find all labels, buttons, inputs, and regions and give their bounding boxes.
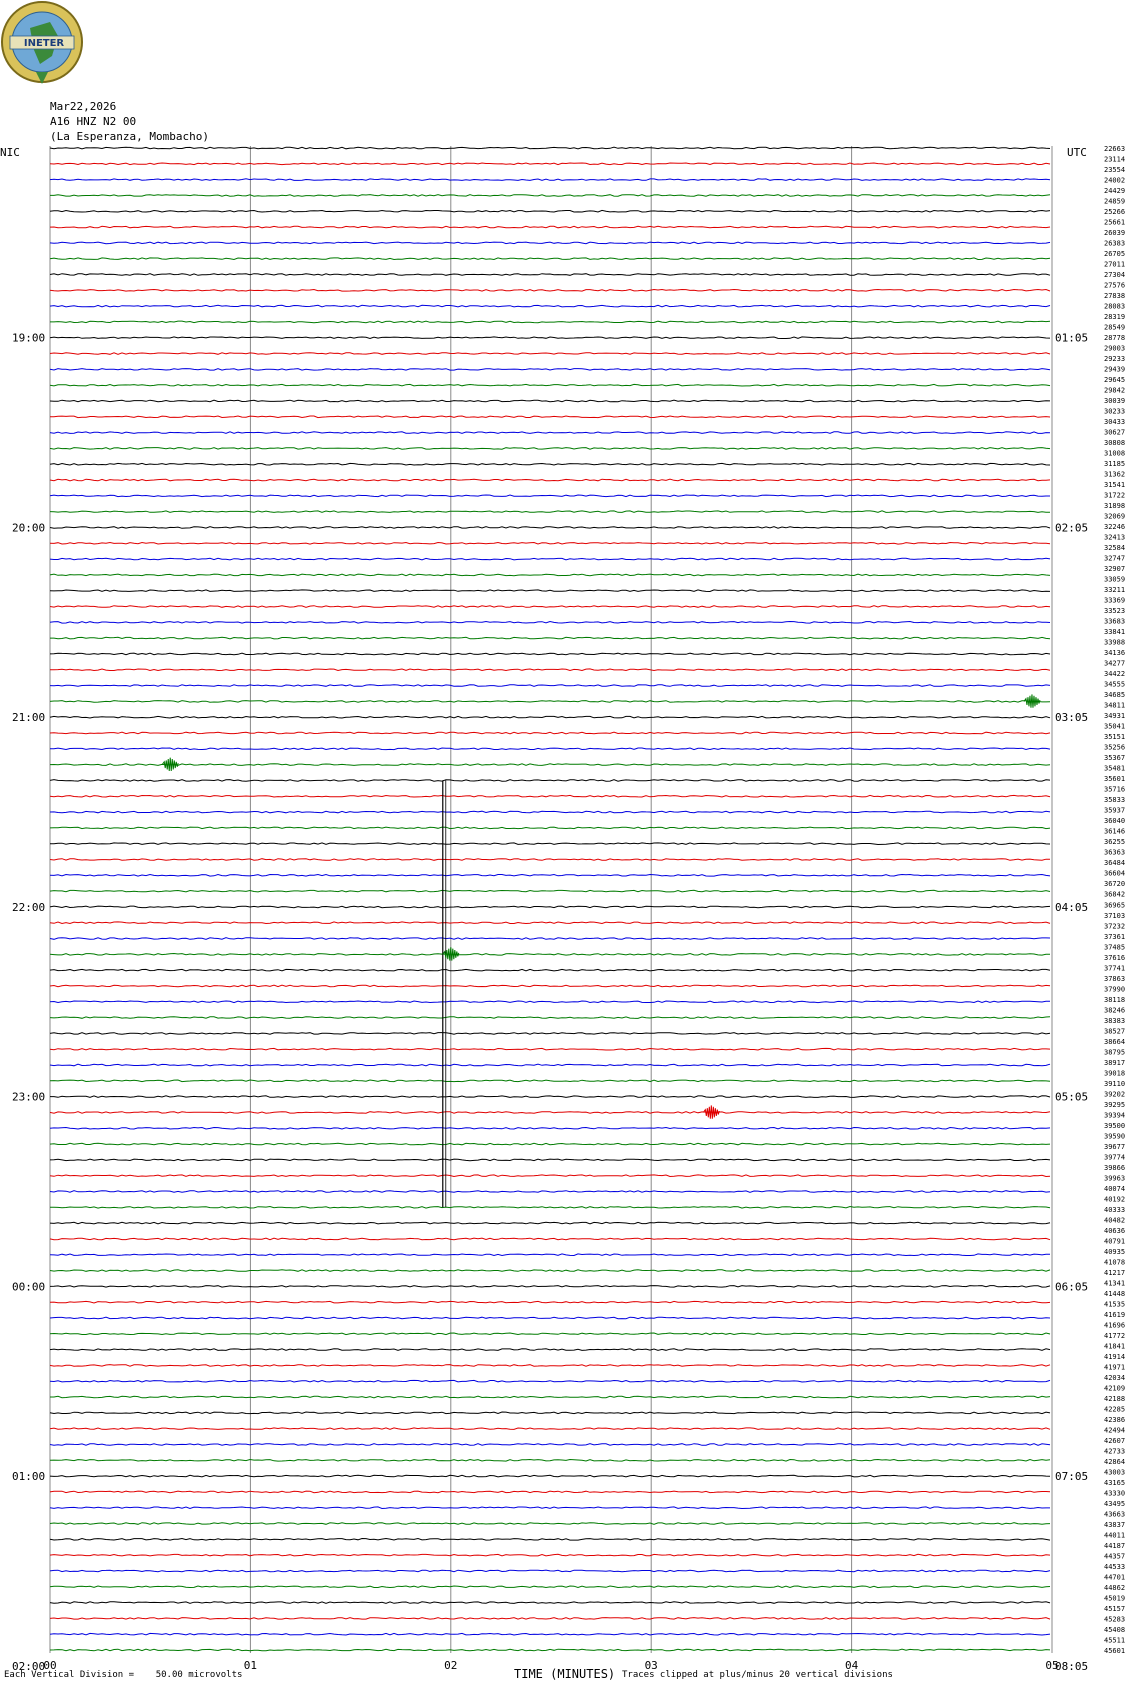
trace-line (50, 653, 1050, 655)
left-hour-label: 01:00 (12, 1470, 46, 1484)
right-count-label: 36965 (1104, 901, 1126, 910)
right-count-label: 26383 (1104, 239, 1126, 248)
trace-line (50, 1491, 1050, 1493)
right-count-label: 43495 (1104, 1499, 1126, 1508)
right-count-label: 32907 (1104, 565, 1126, 574)
right-count-label: 28083 (1104, 302, 1126, 311)
right-axis-title: UTC (1067, 146, 1087, 159)
trace-line (50, 827, 1050, 829)
right-count-label: 27838 (1104, 292, 1126, 301)
left-hour-label: 20:00 (12, 521, 46, 535)
trace-line (50, 622, 1050, 624)
right-count-label: 39590 (1104, 1132, 1126, 1141)
trace-line (50, 1649, 1050, 1651)
right-count-label: 30627 (1104, 428, 1126, 437)
right-count-label: 42285 (1104, 1405, 1126, 1414)
right-count-label: 37103 (1104, 911, 1126, 920)
right-count-label: 36842 (1104, 890, 1126, 899)
right-count-label: 23554 (1104, 166, 1126, 175)
right-count-label: 35041 (1104, 722, 1126, 731)
x-tick-label: 00 (43, 1659, 57, 1672)
right-count-label: 42034 (1104, 1373, 1126, 1382)
trace-line (50, 1554, 1050, 1556)
trace-line (50, 1159, 1050, 1161)
trace-line (50, 606, 1050, 608)
right-count-label: 27304 (1104, 271, 1126, 280)
right-hour-label: 05:05 (1055, 1090, 1089, 1104)
right-count-label: 24429 (1104, 187, 1126, 196)
trace-line (50, 321, 1050, 323)
event-signal (703, 1105, 719, 1118)
minute-grid (50, 146, 1052, 1653)
right-count-label: 40636 (1104, 1226, 1126, 1235)
trace-line (50, 226, 1050, 228)
trace-line (50, 290, 1050, 292)
right-count-label: 26705 (1104, 250, 1126, 259)
right-count-label: 41841 (1104, 1342, 1126, 1351)
trace-line (50, 463, 1050, 465)
right-count-label: 39963 (1104, 1174, 1126, 1183)
trace-line (50, 1207, 1050, 1209)
right-count-label: 43003 (1104, 1468, 1126, 1477)
right-count-label: 40791 (1104, 1237, 1126, 1246)
right-count-label: 42188 (1104, 1394, 1126, 1403)
right-hour-label: 01:05 (1055, 331, 1089, 345)
right-count-label: 44357 (1104, 1552, 1126, 1561)
right-count-label: 33683 (1104, 617, 1126, 626)
right-count-label: 28549 (1104, 323, 1126, 332)
right-count-label: 36484 (1104, 859, 1126, 868)
right-count-label: 22663 (1104, 145, 1126, 153)
right-count-label: 39500 (1104, 1121, 1126, 1130)
trace-line (50, 859, 1050, 861)
trace-line (50, 1539, 1050, 1541)
right-count-label: 32584 (1104, 544, 1126, 553)
right-count-label: 39110 (1104, 1079, 1126, 1088)
right-count-label: 28778 (1104, 334, 1126, 343)
right-count-label: 41535 (1104, 1300, 1126, 1309)
trace-line (50, 195, 1050, 197)
x-axis-title: TIME (MINUTES) (514, 1667, 616, 1681)
right-count-label: 39394 (1104, 1111, 1126, 1120)
left-hour-label: 00:00 (12, 1280, 46, 1294)
trace-line (50, 1001, 1050, 1003)
right-count-label: 38795 (1104, 1048, 1126, 1057)
right-count-label: 39202 (1104, 1090, 1126, 1099)
trace-line (50, 400, 1050, 402)
trace-line (50, 558, 1050, 560)
right-count-label: 41341 (1104, 1279, 1126, 1288)
right-count-label: 24002 (1104, 176, 1126, 185)
trace-line (50, 1523, 1050, 1525)
right-hour-label: 04:05 (1055, 900, 1089, 914)
trace-line (50, 1143, 1050, 1145)
trace-line (50, 811, 1050, 813)
right-count-label: 42607 (1104, 1436, 1126, 1445)
right-count-label: 37232 (1104, 922, 1126, 931)
trace-line (50, 416, 1050, 418)
right-count-label: 33988 (1104, 638, 1126, 647)
x-tick-label: 03 (644, 1659, 658, 1672)
right-count-label: 34931 (1104, 712, 1126, 721)
trace-line (50, 1618, 1050, 1620)
trace-line (50, 258, 1050, 260)
right-count-label: 33841 (1104, 628, 1126, 637)
chart-location: (La Esperanza, Mombacho) (50, 130, 209, 143)
trace-line (50, 1333, 1050, 1335)
right-hour-label: 03:05 (1055, 711, 1089, 725)
right-count-label: 43663 (1104, 1510, 1126, 1519)
right-count-label: 39295 (1104, 1100, 1126, 1109)
trace-line (50, 479, 1050, 481)
trace-line (50, 1396, 1050, 1398)
right-count-label: 39774 (1104, 1153, 1126, 1162)
right-count-label: 44533 (1104, 1562, 1126, 1571)
right-count-label: 42386 (1104, 1415, 1126, 1424)
trace-line (50, 511, 1050, 513)
left-hour-label: 22:00 (12, 900, 46, 914)
trace-line (50, 1365, 1050, 1367)
right-count-label: 37741 (1104, 964, 1126, 973)
right-count-label: 36146 (1104, 827, 1126, 836)
right-count-label: 26039 (1104, 229, 1126, 238)
trace-line (50, 938, 1050, 940)
trace-line (50, 337, 1050, 339)
right-count-label: 38664 (1104, 1037, 1126, 1046)
trace-line (50, 1128, 1050, 1130)
right-count-label: 32246 (1104, 523, 1126, 532)
right-count-label: 43165 (1104, 1478, 1126, 1487)
trace-line (50, 1507, 1050, 1509)
trace-line (50, 985, 1050, 987)
left-hour-label: 02:00 (12, 1659, 46, 1673)
trace-line (50, 590, 1050, 592)
trace-line (50, 369, 1050, 371)
trace-line (50, 843, 1050, 845)
trace-line (50, 543, 1050, 545)
right-count-label: 40935 (1104, 1247, 1126, 1256)
right-count-label: 29233 (1104, 355, 1126, 364)
right-count-label: 41971 (1104, 1363, 1126, 1372)
right-count-label: 36604 (1104, 869, 1126, 878)
right-count-label: 34811 (1104, 701, 1126, 710)
trace-line (50, 1301, 1050, 1303)
right-count-label: 40333 (1104, 1205, 1126, 1214)
trace-line (50, 969, 1050, 971)
trace-line (50, 1460, 1050, 1462)
right-count-label: 42494 (1104, 1426, 1126, 1435)
right-count-label: 29842 (1104, 386, 1126, 395)
right-count-label: 36255 (1104, 838, 1126, 847)
right-count-label: 32413 (1104, 533, 1126, 542)
right-count-label: 33211 (1104, 586, 1126, 595)
right-count-label: 31185 (1104, 460, 1126, 469)
left-hour-label: 21:00 (12, 711, 46, 725)
right-count-label: 23114 (1104, 155, 1126, 164)
trace-line (50, 1254, 1050, 1256)
right-count-label: 28319 (1104, 313, 1126, 322)
right-count-label: 45019 (1104, 1594, 1126, 1603)
right-count-label: 27011 (1104, 260, 1126, 269)
right-count-label: 34555 (1104, 680, 1126, 689)
x-tick-label: 05 (1045, 1659, 1059, 1672)
right-count-label: 34422 (1104, 670, 1126, 679)
right-count-label: 40482 (1104, 1216, 1126, 1225)
right-count-label: 31722 (1104, 491, 1126, 500)
right-count-label: 41078 (1104, 1258, 1126, 1267)
trace-line (50, 305, 1050, 307)
trace-line (50, 701, 1050, 703)
event-signal (162, 758, 178, 771)
trace-line (50, 1064, 1050, 1066)
trace-line (50, 922, 1050, 924)
trace-line (50, 875, 1050, 877)
trace-line (50, 163, 1050, 165)
right-count-label: 34136 (1104, 649, 1126, 658)
right-count-label: 36363 (1104, 848, 1126, 857)
trace-line (50, 1238, 1050, 1240)
right-count-label: 36720 (1104, 880, 1126, 889)
right-count-label: 43330 (1104, 1489, 1126, 1498)
right-count-label: 43837 (1104, 1520, 1126, 1529)
right-count-label: 41772 (1104, 1331, 1126, 1340)
right-count-label: 32747 (1104, 554, 1126, 563)
right-count-label: 30433 (1104, 418, 1126, 427)
right-count-label: 38383 (1104, 1016, 1126, 1025)
right-count-label: 31008 (1104, 449, 1126, 458)
trace-line (50, 1602, 1050, 1604)
right-count-label: 35716 (1104, 785, 1126, 794)
right-count-label: 45511 (1104, 1636, 1126, 1645)
trace-line (50, 274, 1050, 276)
right-count-label: 33523 (1104, 607, 1126, 616)
left-axis-title: NIC (0, 146, 20, 159)
trace-line (50, 1096, 1050, 1098)
right-count-label: 45601 (1104, 1647, 1126, 1655)
trace-line (50, 210, 1050, 212)
trace-line (50, 764, 1050, 766)
right-count-label: 24859 (1104, 197, 1126, 206)
right-count-label: 35833 (1104, 796, 1126, 805)
x-tick-label: 02 (444, 1659, 458, 1672)
left-hour-label: 19:00 (12, 331, 46, 345)
trace-line (50, 748, 1050, 750)
right-count-label: 39677 (1104, 1142, 1126, 1151)
event-signal (1024, 694, 1040, 707)
right-count-label: 41217 (1104, 1268, 1126, 1277)
right-count-label: 31541 (1104, 481, 1126, 490)
trace-line (50, 353, 1050, 355)
trace-line (50, 780, 1050, 782)
trace-line (50, 527, 1050, 529)
right-count-label: 42864 (1104, 1457, 1126, 1466)
right-count-label: 37616 (1104, 953, 1126, 962)
right-count-label: 27576 (1104, 281, 1126, 290)
trace-line (50, 179, 1050, 181)
right-count-label: 45283 (1104, 1615, 1126, 1624)
right-count-label: 39018 (1104, 1069, 1126, 1078)
trace-line (50, 147, 1050, 149)
clip-note: Traces clipped at plus/minus 20 vertical divisions (622, 1670, 893, 1680)
right-count-label: 38246 (1104, 1006, 1126, 1015)
trace-line (50, 574, 1050, 576)
trace-line (50, 732, 1050, 734)
right-count-label: 35256 (1104, 743, 1126, 752)
right-count-label: 41619 (1104, 1310, 1126, 1319)
trace-line (50, 1349, 1050, 1351)
right-count-label: 38527 (1104, 1027, 1126, 1036)
chart-channel: A16 HNZ N2 00 (50, 115, 137, 128)
chart-date: Mar22,2026 (50, 100, 117, 113)
trace-line (50, 716, 1050, 718)
trace-line (50, 1033, 1050, 1035)
right-hour-label: 02:05 (1055, 521, 1089, 535)
trace-line (50, 1017, 1050, 1019)
trace-lines (50, 147, 1050, 1651)
trace-line (50, 685, 1050, 687)
trace-line (50, 432, 1050, 434)
trace-line (50, 1475, 1050, 1477)
right-count-label: 30039 (1104, 397, 1126, 406)
right-count-label: 35367 (1104, 754, 1126, 763)
trace-line (50, 1570, 1050, 1572)
trace-line (50, 495, 1050, 497)
trace-line (50, 1286, 1050, 1288)
right-count-label: 29003 (1104, 344, 1126, 353)
trace-line (50, 906, 1050, 908)
right-count-label: 45157 (1104, 1604, 1126, 1613)
axis-labels (0, 145, 1125, 1689)
right-count-label: 25661 (1104, 218, 1126, 227)
right-count-label: 41914 (1104, 1352, 1126, 1361)
right-count-label: 35481 (1104, 764, 1126, 773)
right-count-label: 25266 (1104, 208, 1126, 217)
right-count-label: 44187 (1104, 1541, 1126, 1550)
right-count-label: 39866 (1104, 1163, 1126, 1172)
right-hour-label: 08:05 (1055, 1659, 1089, 1673)
right-count-label: 38118 (1104, 995, 1126, 1004)
trace-line (50, 1080, 1050, 1082)
trace-line (50, 890, 1050, 892)
right-count-label: 37990 (1104, 985, 1126, 994)
trace-line (50, 1222, 1050, 1224)
right-count-label: 35937 (1104, 806, 1126, 815)
right-count-label: 32069 (1104, 512, 1126, 521)
right-count-label: 29439 (1104, 365, 1126, 374)
left-hour-label: 23:00 (12, 1090, 46, 1104)
right-count-label: 37361 (1104, 932, 1126, 941)
trace-line (50, 1048, 1050, 1050)
right-count-label: 35151 (1104, 733, 1126, 742)
right-hour-label: 06:05 (1055, 1280, 1089, 1294)
right-count-label: 35601 (1104, 775, 1126, 784)
right-hour-label: 07:05 (1055, 1470, 1089, 1484)
trace-line (50, 1317, 1050, 1319)
right-count-label: 31362 (1104, 470, 1126, 479)
trace-line (50, 795, 1050, 797)
trace-line (50, 1444, 1050, 1446)
x-tick-label: 01 (243, 1659, 258, 1672)
right-count-label: 33369 (1104, 596, 1126, 605)
right-count-label: 33059 (1104, 575, 1126, 584)
right-count-label: 34277 (1104, 659, 1126, 668)
trace-line (50, 384, 1050, 386)
right-count-label: 44862 (1104, 1583, 1126, 1592)
right-count-label: 34685 (1104, 691, 1126, 700)
right-count-label: 30808 (1104, 439, 1126, 448)
right-count-label: 44011 (1104, 1531, 1126, 1540)
trace-line (50, 637, 1050, 639)
right-count-label: 41696 (1104, 1321, 1126, 1330)
logo-text: INETER (23, 38, 65, 49)
right-count-label: 41448 (1104, 1289, 1126, 1298)
x-tick-label: 04 (844, 1659, 859, 1672)
trace-line (50, 1175, 1050, 1177)
right-count-label: 40192 (1104, 1195, 1126, 1204)
right-count-label: 31898 (1104, 502, 1126, 511)
trace-line (50, 1380, 1050, 1382)
trace-line (50, 669, 1050, 671)
trace-line (50, 1586, 1050, 1588)
right-count-label: 40074 (1104, 1184, 1126, 1193)
right-count-label: 37485 (1104, 943, 1126, 952)
trace-line (50, 1428, 1050, 1430)
trace-line (50, 954, 1050, 956)
trace-line (50, 1412, 1050, 1414)
trace-line (50, 1270, 1050, 1272)
right-count-label: 36040 (1104, 817, 1126, 826)
right-count-label: 42733 (1104, 1447, 1126, 1456)
trace-line (50, 1633, 1050, 1635)
trace-line (50, 448, 1050, 450)
trace-line (50, 1112, 1050, 1114)
trace-line (50, 1191, 1050, 1193)
right-count-label: 44701 (1104, 1573, 1126, 1582)
right-count-label: 38917 (1104, 1058, 1126, 1067)
right-count-label: 37863 (1104, 974, 1126, 983)
right-count-label: 29645 (1104, 376, 1126, 385)
right-count-label: 45408 (1104, 1625, 1126, 1634)
right-count-label: 42109 (1104, 1384, 1126, 1393)
trace-line (50, 242, 1050, 244)
right-count-label: 30233 (1104, 407, 1126, 416)
scale-note: Each Vertical Division = 50.00 microvolts (4, 1670, 243, 1680)
